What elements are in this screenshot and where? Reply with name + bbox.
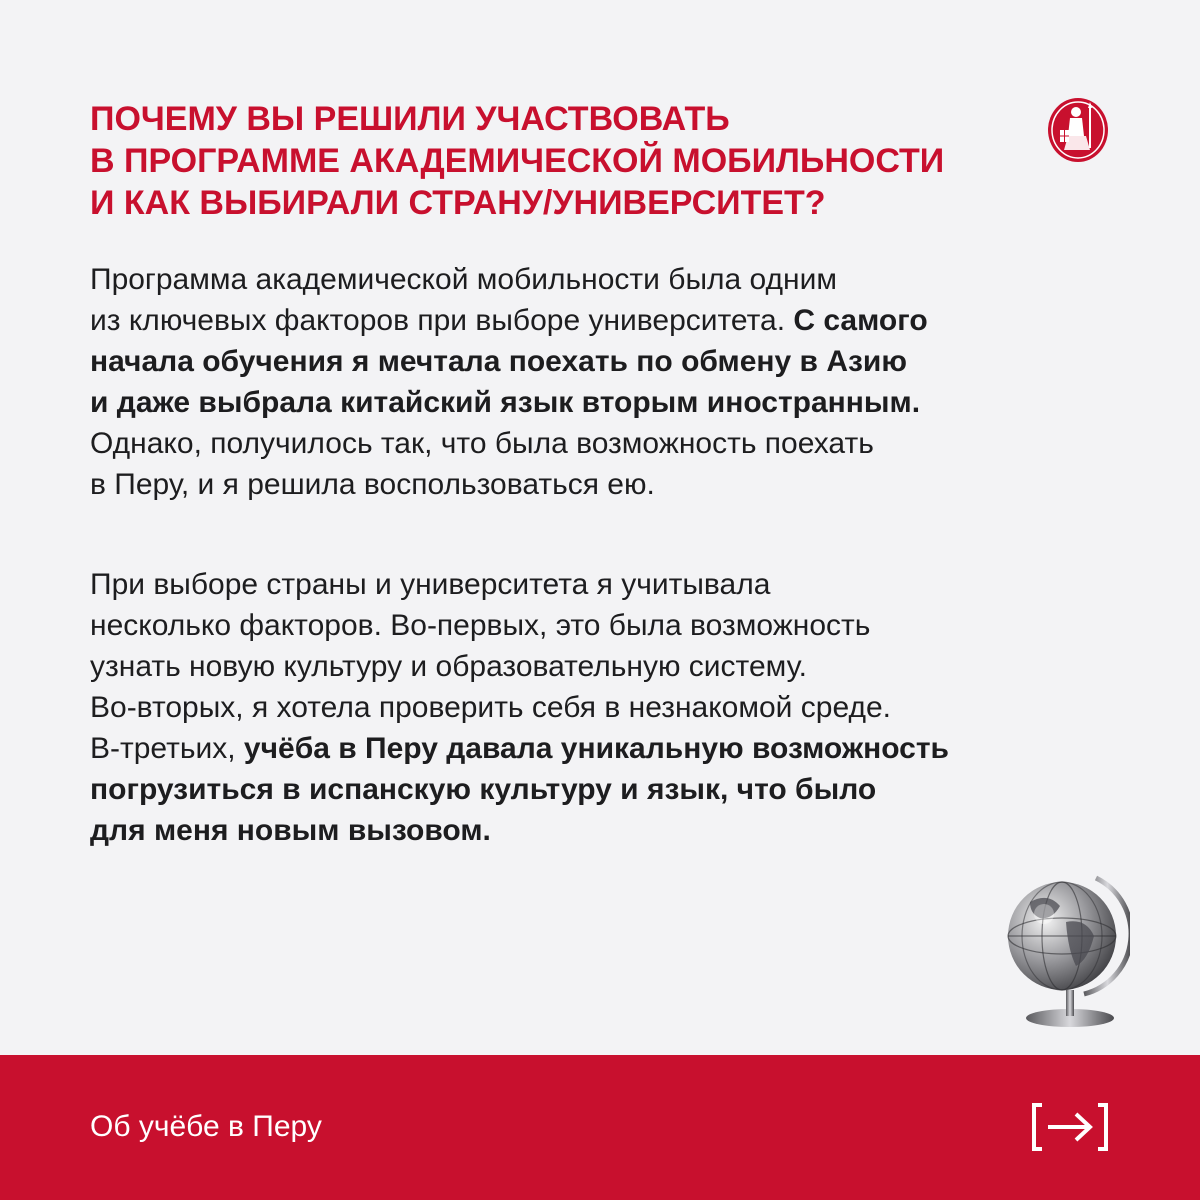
highlight-text: учёба в Перу давала уникальную возможность [243, 732, 949, 765]
text-line [90, 300, 1130, 341]
highlight-line [90, 382, 1130, 423]
text-line: Программа академической мобильности была одним [90, 263, 838, 296]
text-line: несколько факторов. Во-первых, это была возможность [90, 609, 871, 642]
highlight-line [90, 341, 1130, 382]
title-line: В ПРОГРАММЕ АКАДЕМИЧЕСКОЙ МОБИЛЬНОСТИ [90, 142, 945, 180]
arrow-right-bracket-icon[interactable] [1030, 1101, 1110, 1153]
highlight-text: С самого [793, 304, 928, 337]
text-line: Однако, получилось так, что была возможность поехать [90, 427, 874, 460]
text-line: в Перу, и я решила воспользоваться ею. [90, 468, 655, 501]
title-line: ПОЧЕМУ ВЫ РЕШИЛИ УЧАСТВОВАТЬ [90, 100, 730, 138]
footer-bar [0, 1055, 1200, 1200]
page-title [90, 98, 1030, 224]
highlight-text: и даже выбрала китайский язык вторым иностранным. [90, 386, 921, 419]
text-line: узнать новую культуру и образовательную систему. [90, 650, 807, 683]
text-line [90, 728, 1130, 769]
text-segment: В-третьих, [90, 732, 236, 765]
paragraph-choice-factors [90, 564, 1130, 851]
highlight-text: погрузиться в испанскую культуру и язык, что было [90, 773, 877, 806]
text-segment: из ключевых факторов при выборе университета. [90, 304, 786, 337]
globe-icon [1000, 862, 1130, 1030]
footer-topic-label: Об учёбе в Перу [90, 1110, 322, 1143]
highlight-line [90, 810, 1130, 851]
university-emblem-icon [1046, 92, 1110, 164]
paragraph-motivation [90, 259, 1130, 505]
text-line: Во-вторых, я хотела проверить себя в незнакомой среде. [90, 691, 892, 724]
highlight-text: начала обучения я мечтала поехать по обмену в Азию [90, 345, 907, 378]
title-line: И КАК ВЫБИРАЛИ СТРАНУ/УНИВЕРСИТЕТ? [90, 184, 826, 222]
highlight-text: для меня новым вызовом. [90, 814, 491, 847]
text-line: При выборе страны и университета я учитывала [90, 568, 771, 601]
highlight-line [90, 769, 1130, 810]
